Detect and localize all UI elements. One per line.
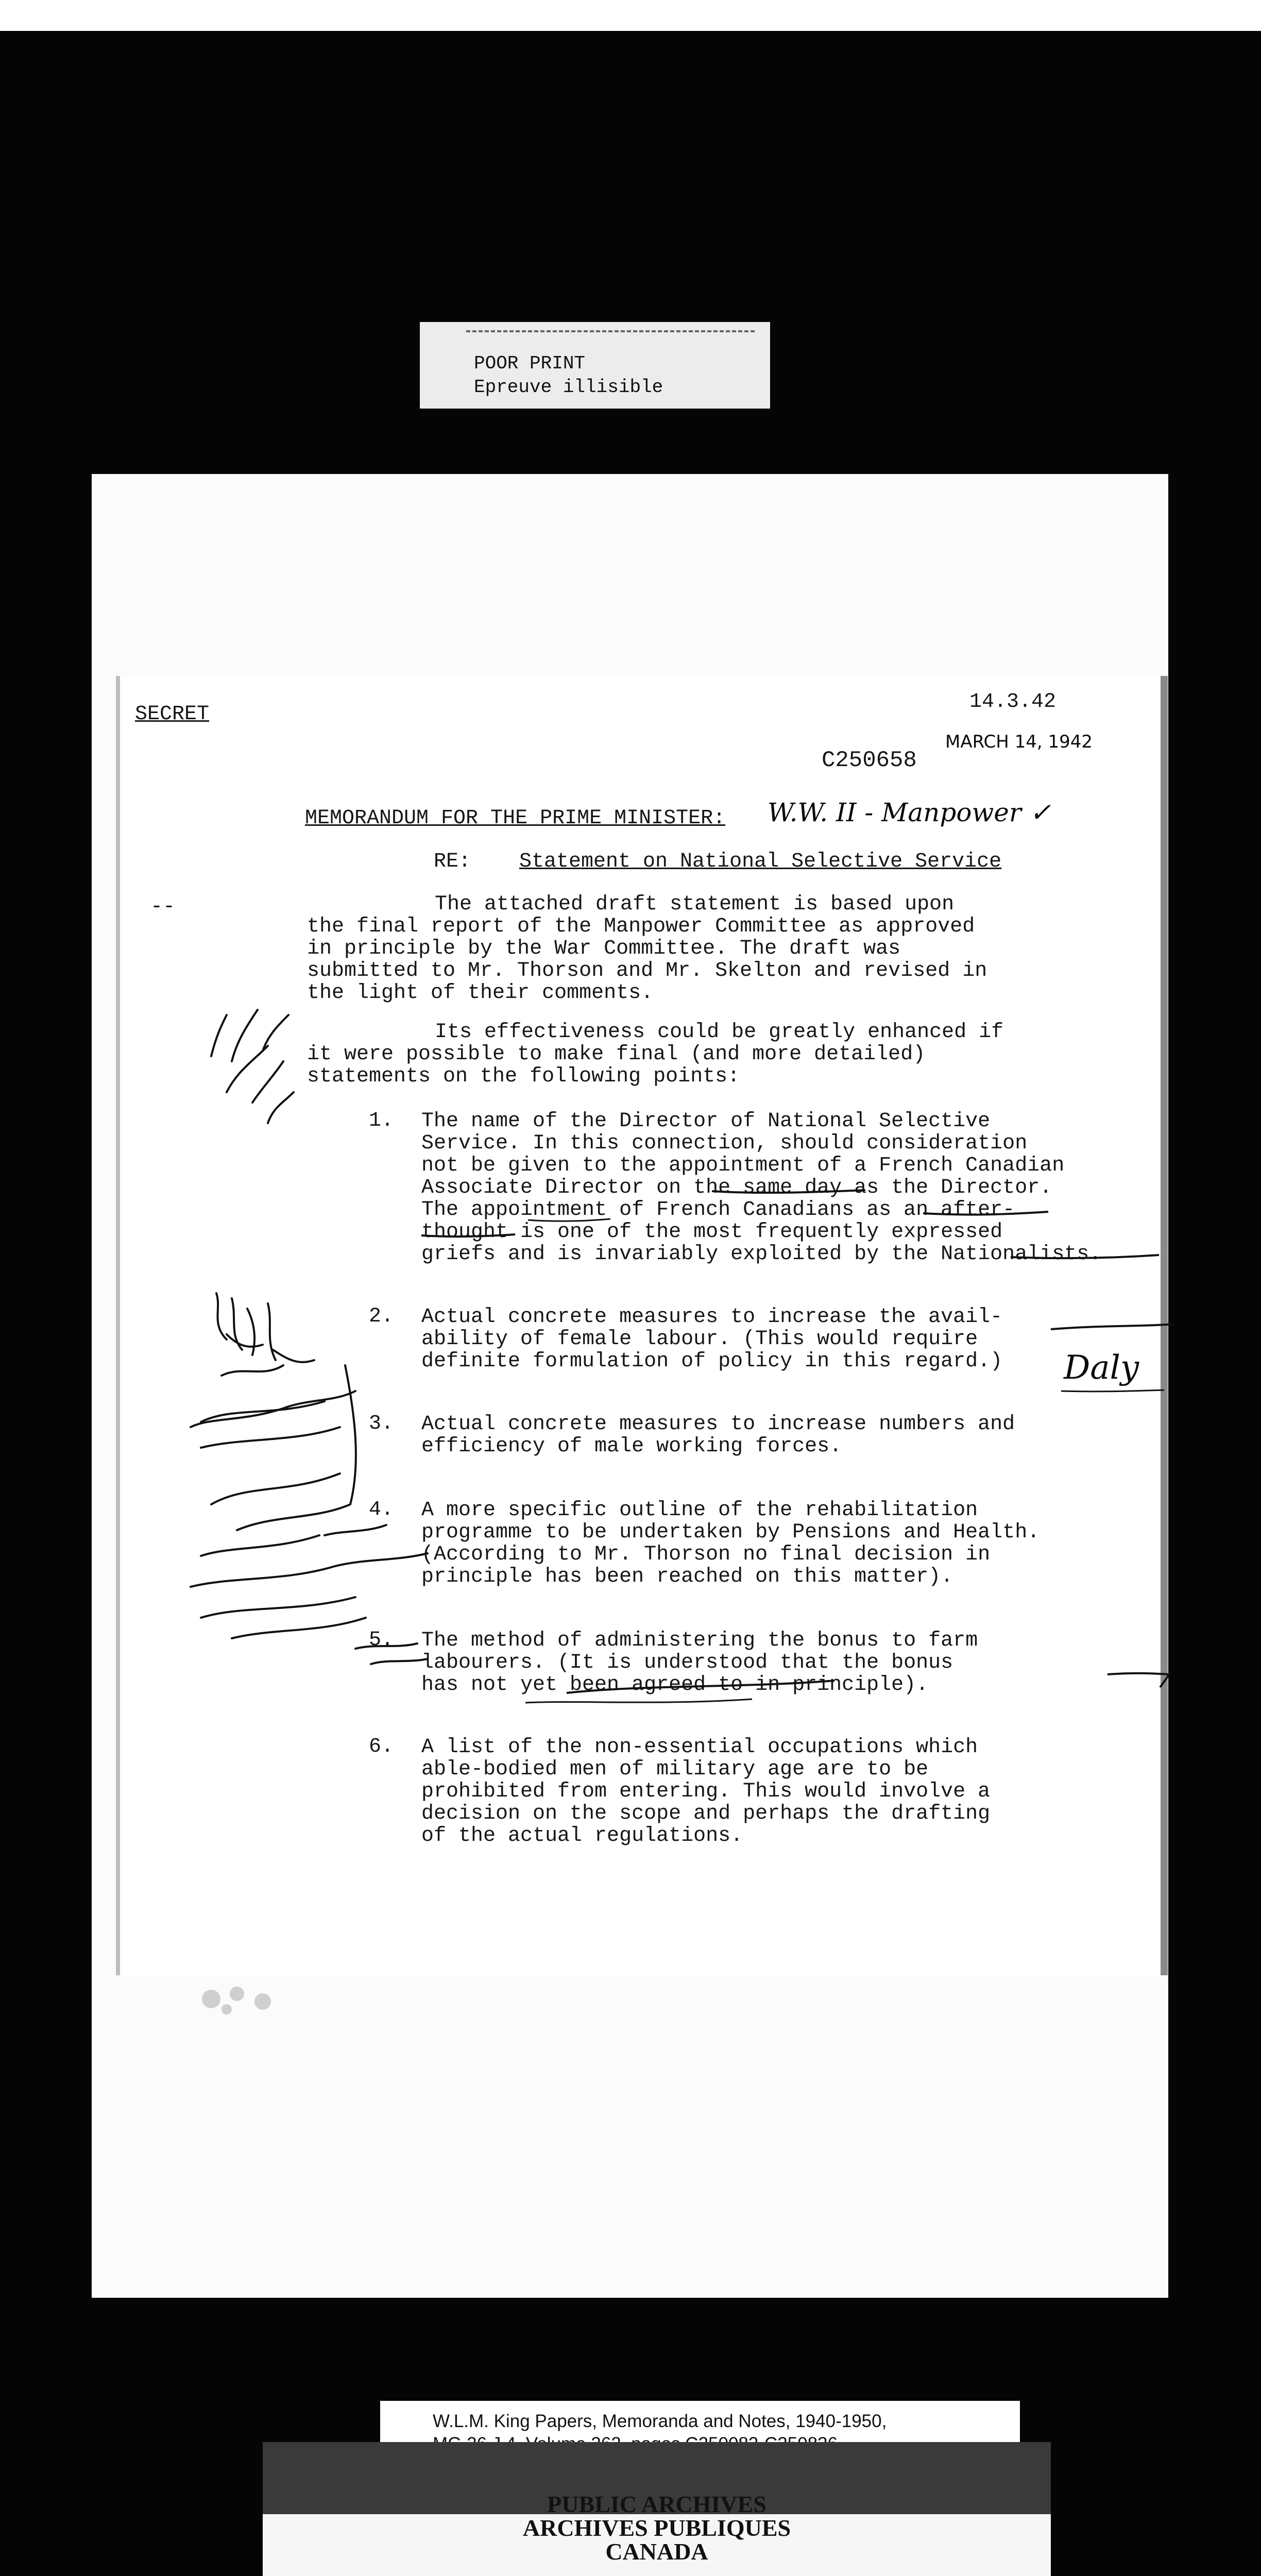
item-2-number: 2. [369, 1305, 394, 1328]
item-2-text: Actual concrete measures to increase the avail- ability of female labour. (This would require definite formulation of policy in this regard.) [421, 1306, 1003, 1373]
item-3-text: Actual concrete measures to increase numbers and efficiency of male working forces. [421, 1413, 1015, 1458]
re-label: RE: [434, 850, 471, 873]
handwritten-date: MARCH 14, 1942 [945, 732, 1093, 752]
stamp-line-1: POOR PRINT [474, 353, 586, 374]
item-4-text: A more specific outline of the rehabilitation programme to be undertaken by Pensions and Health. (According to Mr. Thorson no final decision in principle has been reached on this matter). [421, 1499, 1040, 1588]
archives-line-3: CANADA [605, 2538, 708, 2565]
points-intro-paragraph: Its effectiveness could be greatly enhanced if it were possible to make final (and more detailed) statements on the following points: [307, 1021, 1004, 1088]
memo-date: 14.3.42 [969, 690, 1056, 714]
stamp-line-2: Epreuve illisible [474, 377, 663, 398]
item-6-text: A list of the non-essential occupations which able-bodied men of military age are to be prohibited from entering. This would involve a decision on the scope and perhaps the drafting of the actual regulations. [421, 1736, 991, 1848]
classification-label: SECRET [135, 703, 210, 726]
item-6-number: 6. [369, 1735, 394, 1758]
scan-smudge [191, 1978, 294, 2020]
document-number: C250658 [822, 748, 917, 773]
archives-stamp [263, 2442, 1051, 2576]
handwritten-file-note: W.W. II - Manpower ✓ [768, 798, 1051, 827]
archives-line-2: ARCHIVES PUBLIQUES [522, 2515, 791, 2541]
memo-heading: MEMORANDUM FOR THE PRIME MINISTER: [305, 807, 726, 830]
item-1-text: The name of the Director of National Selective Service. In this connection, should consideration not be given to the appointment of a French Canadian Associate Director on the same day as the Director. The appointment of French Canadians as an after- thought is one of the most frequently expressed griefs and is invariably exploited by the Nationalists. [421, 1110, 1102, 1266]
item-4-number: 4. [369, 1498, 394, 1521]
citation-line-1: W.L.M. King Papers, Memoranda and Notes, 1940-1950, [433, 2411, 887, 2431]
intro-paragraph: The attached draft statement is based upon the final report of the Manpower Committee as approved in principle by the War Committee. The draft was submitted to Mr. Thorson and Mr. Skelton and revised in the light of their comments. [307, 893, 987, 1005]
margin-dash: -- [150, 895, 176, 919]
re-subject: Statement on National Selective Service [519, 850, 1002, 873]
item-5-number: 5. [369, 1629, 394, 1652]
handwritten-margin-note: Daly [1064, 1349, 1139, 1387]
handwritten-left-note [206, 1005, 309, 1139]
handwritten-margin-scribbles [170, 1288, 458, 1680]
archives-line-1: PUBLIC ARCHIVES [547, 2491, 766, 2517]
item-5-text: The method of administering the bonus to farm labourers. (It is understood that the bonus has not yet been agreed to in principle). [421, 1629, 978, 1697]
item-3-number: 3. [369, 1412, 394, 1435]
item-1-number: 1. [369, 1109, 394, 1132]
